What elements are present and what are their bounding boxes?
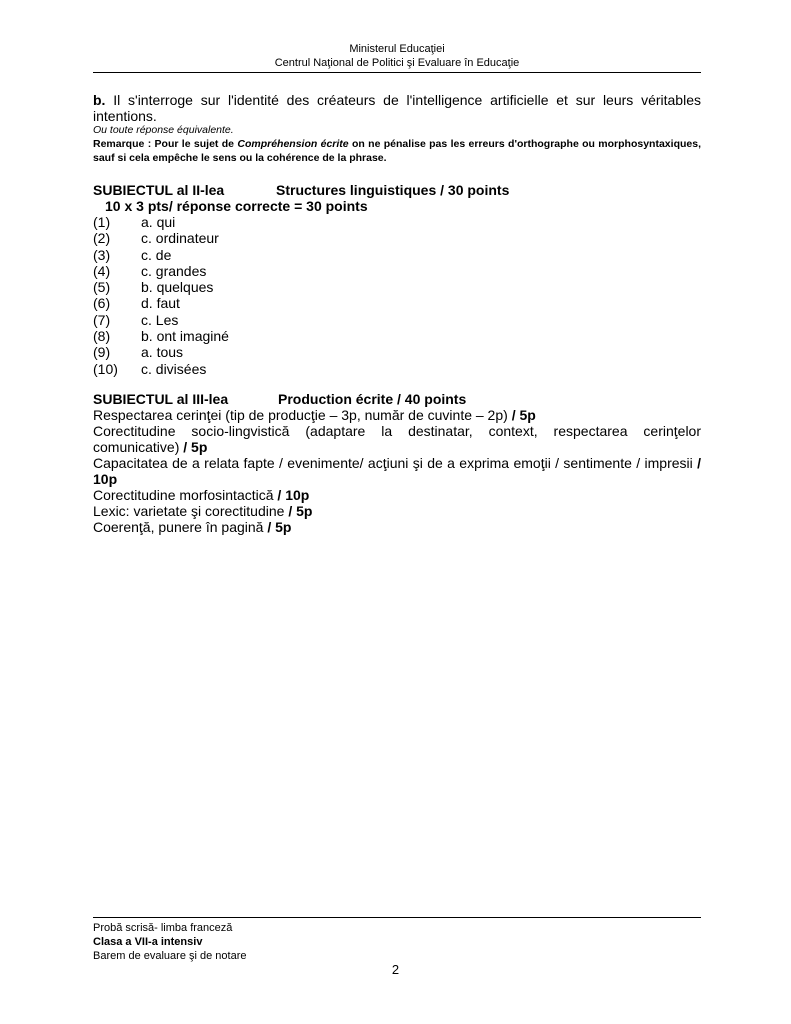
criterion-points: / 5p [288, 502, 313, 519]
criterion-text: Respectarea cerinţei (tip de producţie – 3p, număr de cuvinte – 2p) [93, 406, 512, 423]
criterion-points: / 5p [183, 438, 208, 455]
criterion-item [93, 503, 701, 519]
section2-points-rule: 10 x 3 pts/ réponse correcte = 30 points [105, 198, 368, 214]
answer-text: d. faut [141, 295, 180, 312]
criterion-text: Capacitatea de a relata fapte / evenimente/ acţiuni şi de a exprima emoţii / sentimente / impresii [93, 454, 698, 471]
answer-text: c. grandes [141, 262, 207, 279]
criterion-points: / 10p [93, 454, 701, 487]
section3-title [93, 391, 701, 407]
answer-item [93, 361, 701, 377]
remark [93, 137, 701, 165]
criterion-text: Corectitudine socio-lingvistică (adaptare la destinatar, context, respectarea cerinţelor comunicative) [93, 422, 701, 455]
answer-b-text: Il s'interroge sur l'identité des créateurs de l'intelligence artificielle et sur leurs véritables intentions. [93, 92, 701, 124]
answer-number: (5) [93, 279, 111, 296]
answer-item [93, 328, 701, 344]
answer-number: (6) [93, 295, 111, 312]
answer-text: b. quelques [141, 279, 214, 296]
answer-item [93, 230, 701, 246]
footer-barem: Barem de evaluare şi de notare [93, 950, 247, 962]
answer-item [93, 295, 701, 311]
answer-item [93, 247, 701, 263]
answer-item [93, 279, 701, 295]
criterion-item [93, 455, 701, 487]
answer-text: c. divisées [141, 360, 207, 377]
footer-divider [93, 917, 701, 918]
document-body [93, 92, 701, 535]
header-divider [93, 72, 701, 73]
answer-text: a. qui [141, 214, 176, 230]
answer-item [93, 312, 701, 328]
criterion-text: Corectitudine morfosintactică [93, 486, 278, 503]
criterion-text: Lexic: varietate şi corectitudine [93, 502, 289, 519]
answer-number: (3) [93, 246, 111, 263]
answer-number: (7) [93, 311, 111, 328]
criterion-item [93, 407, 701, 423]
answer-number: (10) [93, 360, 118, 377]
section3-title-right: Production écrite / 40 points [278, 390, 467, 407]
equivalent-note [93, 124, 701, 137]
criterion-points: / 10p [277, 486, 310, 503]
answer-item [93, 263, 701, 279]
criterion-item [93, 519, 701, 535]
section2-title [93, 182, 701, 198]
answer-number: (8) [93, 328, 111, 345]
section2-title-left: SUBIECTUL al II-lea [93, 182, 225, 198]
center-name: Centrul Naţional de Politici şi Evaluare în Educaţie [274, 57, 520, 69]
equivalent-note-text: Ou toute réponse équivalente. [93, 124, 234, 136]
answer-text: c. Les [141, 311, 179, 328]
footer-exam: Probă scrisă- limba franceză [93, 922, 233, 934]
remark-label: Remarque : Pour le sujet de [93, 138, 238, 150]
answer-item [93, 344, 701, 360]
section3-title-left: SUBIECTUL al III-lea [93, 390, 229, 407]
criterion-item [93, 487, 701, 503]
page-header [93, 42, 701, 70]
remark-italic: Compréhension écrite [237, 138, 349, 150]
answers-list [93, 214, 701, 377]
answer-number: (4) [93, 262, 111, 279]
footer-class: Clasa a VII-a intensiv [93, 936, 203, 948]
answer-number: (2) [93, 230, 111, 247]
answer-text: c. de [141, 246, 172, 263]
answer-number: (9) [93, 344, 111, 361]
answer-text: b. ont imaginé [141, 328, 229, 345]
remark-text: on ne pénalise pas les erreurs d'orthographe ou morphosyntaxiques, sauf si cela empêche le sens ou la cohérence de la phrase. [93, 138, 701, 164]
ministry-name: Ministerul Educaţiei [349, 43, 445, 55]
page-number: 2 [391, 962, 400, 977]
criterion-points: / 5p [267, 518, 292, 535]
answer-b-label: b. [93, 92, 106, 108]
criterion-text: Coerenţă, punere în pagină [93, 518, 268, 535]
answer-b [93, 92, 701, 124]
answer-text: a. tous [141, 344, 184, 361]
criterion-points: / 5p [511, 406, 536, 423]
criteria-list [93, 407, 701, 535]
answer-item [93, 214, 701, 230]
section2-title-right: Structures linguistiques / 30 points [276, 182, 510, 198]
criterion-item [93, 423, 701, 455]
answer-text: c. ordinateur [141, 230, 219, 247]
page-footer [93, 921, 246, 963]
answer-number: (1) [93, 214, 111, 230]
